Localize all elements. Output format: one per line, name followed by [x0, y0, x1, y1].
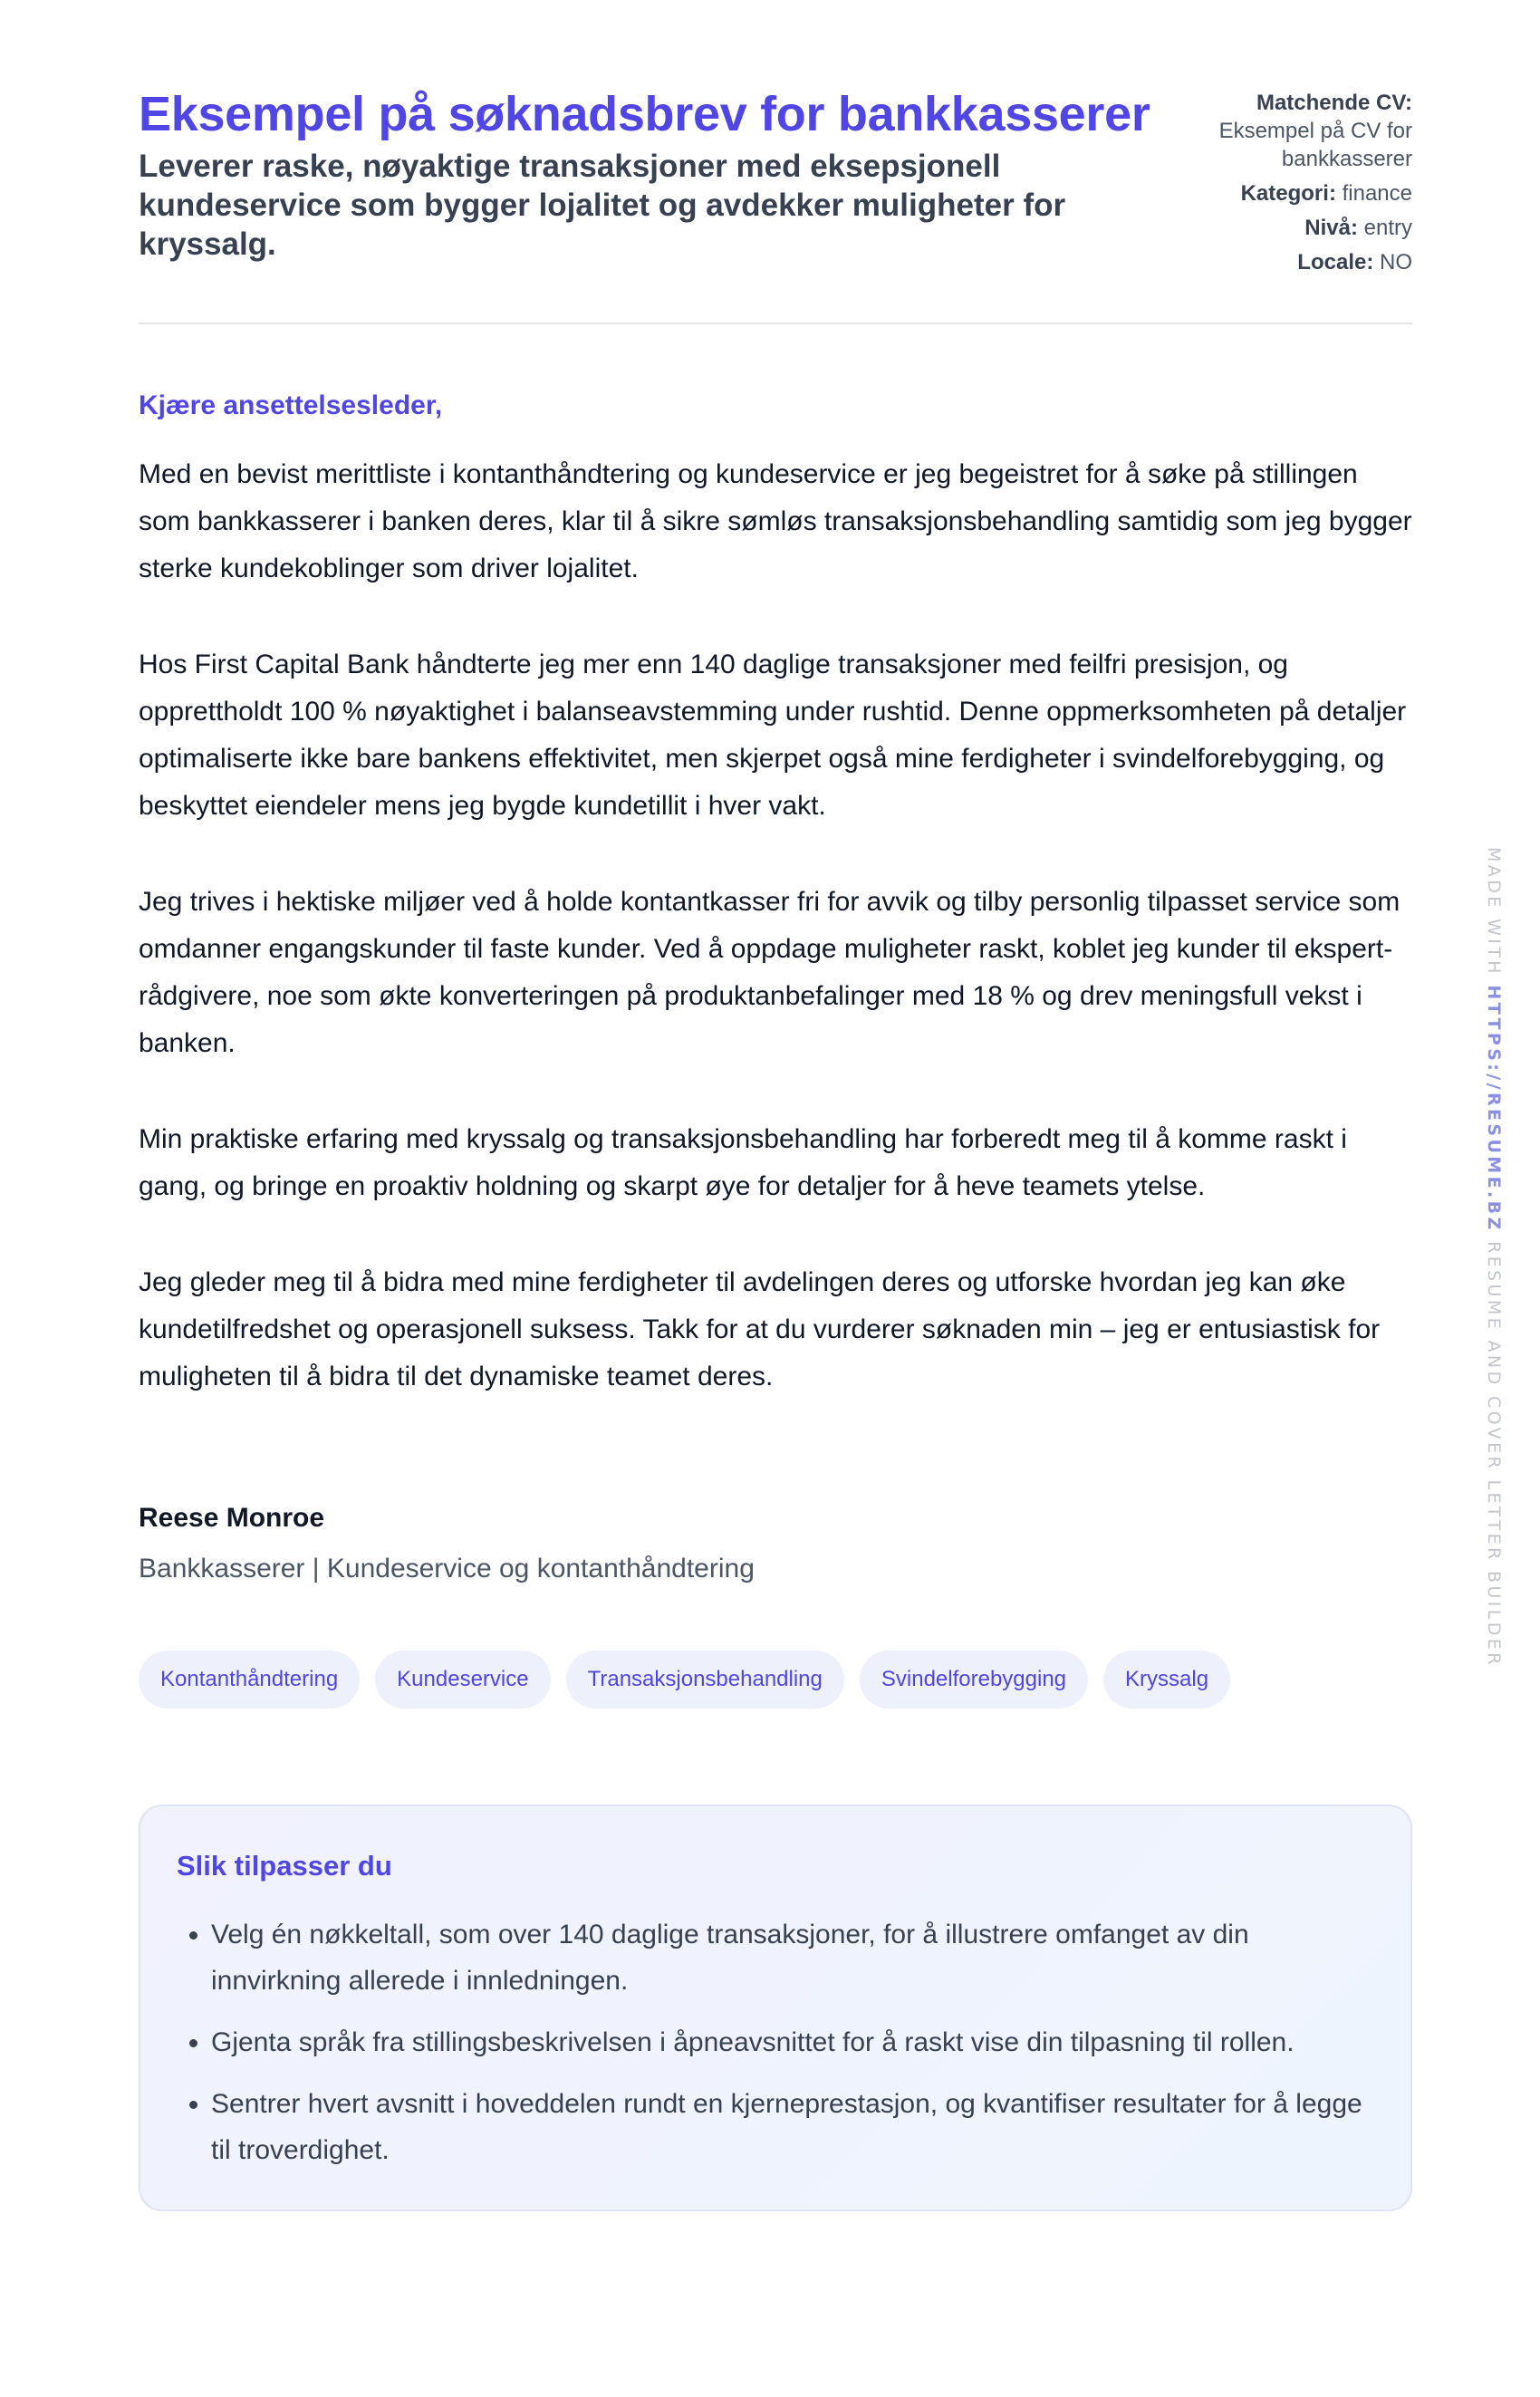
letter-salutation: Kjære ansettelsesleder,: [139, 390, 443, 420]
meta-category-value: finance: [1342, 181, 1412, 206]
signature-title: Bankkasserer | Kundeservice og kontanthåndtering: [139, 1554, 755, 1584]
letter-paragraph-2: Hos First Capital Bank håndterte jeg mer enn 140 daglige transaksjoner med feilfri presisjon, og opprettholdt 100 % nøyaktighet i balanseavstemming under rushtid. Denne oppmerksomheten på detaljer optimaliserte ikke bare bankens effektivitet, men skjerpet også mine ferdigheter i svindelforebygging, og beskyttet eiendeler mens jeg bygde kundetillit i hver vakt.: [139, 650, 1407, 821]
header-divider: [139, 322, 1412, 324]
meta-matching-cv: [1177, 89, 1412, 173]
meta-category-label: Kategori:: [1240, 181, 1336, 206]
tips-box: [139, 1805, 1412, 2211]
header-text: [139, 83, 1162, 264]
meta-locale-label: Locale:: [1297, 250, 1374, 274]
page-title: Eksempel på søknadsbrev for bankkasserer: [139, 87, 1150, 141]
skill-tag-cross-selling: Kryssalg: [1103, 1651, 1230, 1709]
made-with-suffix: RESUME AND COVER LETTER BUILDER: [1484, 1241, 1504, 1668]
letter-paragraph-3: Jeg trives i hektiske miljøer ved å holde kontantkasser fri for avvik og tilby personlig tilpasset service som omdanner engangskunder til faste kunder. Ved å oppdage muligheter raskt, koblet jeg kunder til ekspert-rådgivere, noe som økte konverteringen på produktanbefalinger med 18 % og drev meningsfull vekst i banken.: [139, 887, 1400, 1058]
skill-tag-cash-handling: Kontanthåndtering: [139, 1651, 360, 1709]
letter-header: [139, 83, 1412, 283]
skill-tag-fraud-prevention: Svindelforebygging: [860, 1651, 1088, 1709]
meta-cv-value[interactable]: Eksempel på CV for bankkasserer: [1218, 119, 1412, 171]
made-with-sidebar: [1483, 847, 1505, 1668]
tips-title: Slik tilpasser du: [177, 1850, 392, 1882]
made-with-prefix: MADE WITH: [1484, 847, 1504, 977]
letter-paragraph-1: Med en bevist merittliste i kontanthåndtering og kundeservice er jeg begeistret for å søke på stillingen som bankkasserer i banken deres, klar til å sikre sømløs transaksjonsbehandling samtidig som jeg bygger sterke kundekoblinger som driver lojalitet.: [139, 459, 1412, 583]
tip-item: • Sentrer hvert avsnitt i hoveddelen rundt en kjerneprestasjon, og kvantifiser resultater for å legge til troverdighet.: [211, 2081, 1374, 2173]
skill-tag-transaction-processing: Transaksjonsbehandling: [566, 1651, 844, 1709]
letter-paragraph-5: Jeg gleder meg til å bidra med mine ferdigheter til avdelingen deres og utforske hvordan jeg kan øke kundetilfredshet og operasjonell suksess. Takk for at du vurderer søknaden min – jeg er entusiastisk for muligheten til å bidra til det dynamiske teamet deres.: [139, 1267, 1381, 1391]
tip-item: • Gjenta språk fra stillingsbeskrivelsen i åpneavsnittet for å raskt vise din tilpasning til rollen.: [211, 2019, 1374, 2065]
meta-level-label: Nivå:: [1304, 216, 1358, 240]
made-with-text: [1483, 847, 1505, 1668]
meta-cv-label: Matchende CV:: [1256, 91, 1412, 115]
meta-locale: [1177, 248, 1412, 276]
page-subtitle: Leverer raske, nøyaktige transaksjoner med eksepsjonell kundeservice som bygger lojalitet og avdekker muligheter for kryssalg.: [139, 149, 1066, 262]
tips-list: [177, 1911, 1374, 2173]
signature-name: Reese Monroe: [139, 1503, 325, 1533]
skill-tags: [139, 1651, 1412, 1709]
skill-tag-customer-service: Kundeservice: [375, 1651, 550, 1709]
meta-locale-value: NO: [1380, 250, 1412, 274]
letter-paragraph-4: Min praktiske erfaring med kryssalg og transaksjonsbehandling har forberedt meg til å komme raskt i gang, og bringe en proaktiv holdning og skarpt øye for detaljer for å heve teamets ytelse.: [139, 1124, 1347, 1201]
resume-bz-link[interactable]: HTTPS://RESUME.BZ: [1484, 985, 1504, 1233]
tip-item: • Velg én nøkkeltall, som over 140 daglige transaksjoner, for å illustrere omfanget av din innvirkning allerede i innledningen.: [211, 1911, 1374, 2004]
cover-letter-page: [139, 83, 1412, 2211]
letter-meta: [1177, 83, 1412, 283]
meta-level-value: entry: [1363, 216, 1412, 240]
meta-level: [1177, 214, 1412, 242]
meta-category: [1177, 179, 1412, 207]
